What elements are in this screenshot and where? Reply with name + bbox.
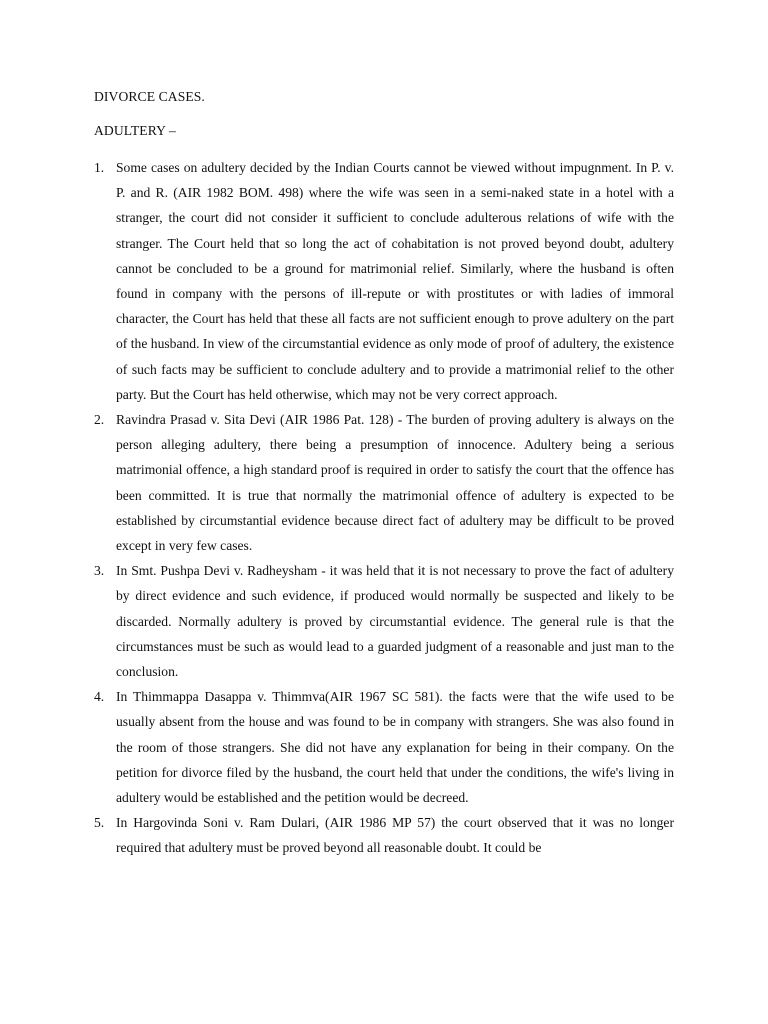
list-item [94,684,674,810]
list-item-text: Some cases on adultery decided by the Indian Courts cannot be viewed without impugnment. In P. v. P. and R. (AIR 1982 BOM. 498) where the wife was seen in a semi-naked state in a hotel with a stranger, the court did not consider it sufficient to conclude adulterous relations of wife with the stranger. The Court held that so long the act of cohabitation is not proved beyond doubt, adultery cannot be concluded to be a ground for matrimonial relief. Similarly, where the husband is often found in company with the persons of ill-repute or with prostitutes or with ladies of immoral character, the Court has held that these all facts are not sufficient enough to prove adultery on the part of the husband. In view of the circumstantial evidence as only mode of proof of adultery, the existence of such facts may be sufficient to conclude adultery and to provide a matrimonial relief to the other party. But the Court has held otherwise, which may not be very correct approach. [116,160,674,402]
list-item [94,810,674,860]
case-list [94,155,674,861]
list-item-number: 1. [94,160,105,175]
list-item-text: In Hargovinda Soni v. Ram Dulari, (AIR 1986 MP 57) the court observed that it was no longer required that adultery must be proved beyond all reasonable doubt. It could be [116,815,674,856]
list-item-number: 3. [94,563,105,579]
list-item-number: 4. [94,689,105,705]
list-item-text: In Thimmappa Dasappa v. Thimmva(AIR 1967 SC 581). the facts were that the wife used to be usually absent from the house and was found to be in company with strangers. She was also found in the room of those strangers. She did not have any explanation for being in their company. On the petition for divorce filed by the husband, the court held that under the conditions, the wife's living in adultery would be established and the petition would be decreed. [116,689,674,806]
section-heading: ADULTERY – [94,123,176,138]
list-item-number: 5. [94,815,105,831]
list-item [94,155,674,407]
list-item-number: 2. [94,412,105,428]
list-item [94,558,674,684]
document-title: DIVORCE CASES. [94,89,205,104]
list-item [94,407,674,558]
list-item-text: Ravindra Prasad v. Sita Devi (AIR 1986 Pat. 128) - The burden of proving adultery is always on the person alleging adultery, there being a presumption of innocence. Adultery being a serious matrimonial offence, a high standard proof is required in order to satisfy the court that the offence has been committed. It is true that normally the matrimonial offence of adultery is expected to be established by circumstantial evidence because direct fact of adultery may be difficult to be proved except in very few cases. [116,412,674,554]
list-item-text: In Smt. Pushpa Devi v. Radheysham - it was held that it is not necessary to prove the fact of adultery by direct evidence and such evidence, if produced would normally be suspected and likely to be discarded. Normally adultery is proved by circumstantial evidence. The general rule is that the circumstances must be such as would lead to a guarded judgment of a reasonable and just man to the conclusion. [116,563,674,680]
